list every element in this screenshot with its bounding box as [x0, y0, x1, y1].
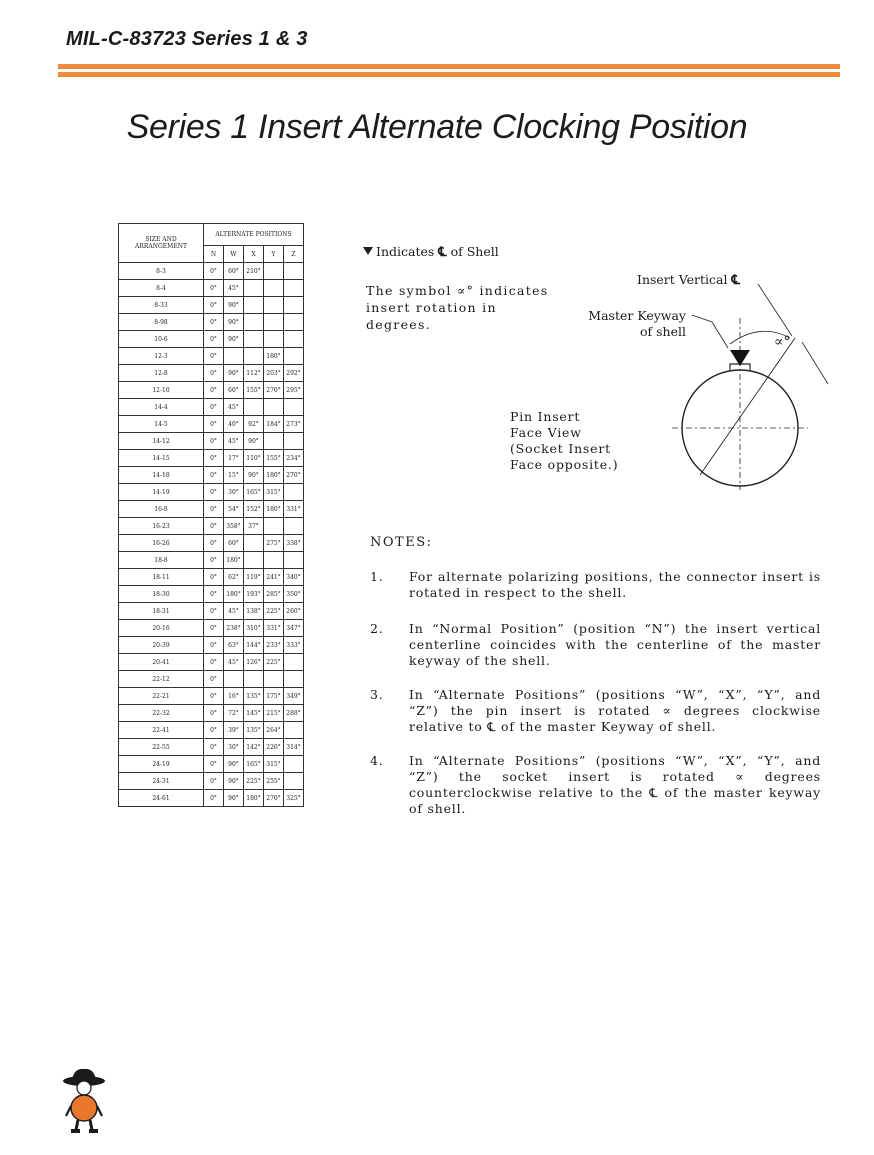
position-cell: 0° — [204, 297, 224, 314]
arrangement-cell: 12-3 — [119, 348, 204, 365]
position-cell: 180° — [264, 501, 284, 518]
table-row — [119, 637, 304, 654]
table-row — [119, 331, 304, 348]
position-cell: 0° — [204, 433, 224, 450]
alpha-arc — [730, 331, 790, 344]
position-cell: 180° — [244, 790, 264, 807]
arrangement-cell: 16-8 — [119, 501, 204, 518]
position-cell: 90° — [224, 756, 244, 773]
position-cell — [284, 552, 304, 569]
position-cell: 119° — [244, 569, 264, 586]
position-cell — [284, 399, 304, 416]
position-cell: 90° — [224, 314, 244, 331]
position-cell: 270° — [284, 467, 304, 484]
position-cell: 226° — [264, 739, 284, 756]
position-cell: 15° — [224, 467, 244, 484]
position-cell: 225° — [244, 773, 264, 790]
pin-line-4: Face opposite.) — [510, 457, 619, 472]
arrangement-cell: 14-12 — [119, 433, 204, 450]
position-header-1: W — [224, 246, 244, 263]
position-cell: 63° — [224, 637, 244, 654]
position-cell — [244, 348, 264, 365]
position-cell: 90° — [244, 433, 264, 450]
table-row — [119, 569, 304, 586]
position-cell — [264, 433, 284, 450]
position-cell: 241° — [264, 569, 284, 586]
position-cell — [284, 484, 304, 501]
table-row — [119, 450, 304, 467]
page-header: MIL-C-83723 Series 1 & 3 — [66, 28, 308, 50]
pin-line-3: (Socket Insert — [510, 441, 611, 456]
note-text: In “Alternate Positions” (positions “W”, “X”, “Y”, and “Z”) the pin insert is rotated ∝ degrees clockwise relative to ℄ of the master Keyway of shell. — [409, 687, 821, 734]
clocking-diagram — [580, 270, 840, 500]
position-cell: 0° — [204, 552, 224, 569]
table-row — [119, 586, 304, 603]
note-text: In “Alternate Positions” (positions “W”, “X”, “Y”, and “Z”) the socket insert is rotated ∝ degrees counterclockwise relative to the ℄ of the master keyway of shell. — [409, 753, 821, 816]
table-row — [119, 348, 304, 365]
arrangement-cell: 8-98 — [119, 314, 204, 331]
position-cell: 275° — [264, 535, 284, 552]
arrangement-cell: 12-8 — [119, 365, 204, 382]
table-row — [119, 790, 304, 807]
table-row — [119, 314, 304, 331]
position-cell — [264, 263, 284, 280]
note-number: 3. — [370, 687, 384, 702]
position-cell — [264, 314, 284, 331]
table-row — [119, 603, 304, 620]
position-cell: 126° — [244, 654, 264, 671]
position-header-3: Y — [264, 246, 284, 263]
position-cell: 0° — [204, 773, 224, 790]
position-cell — [284, 722, 304, 739]
position-cell — [264, 518, 284, 535]
master-keyway-leader — [692, 315, 728, 348]
position-cell: 37° — [244, 518, 264, 535]
header-band-bottom — [58, 72, 840, 77]
position-cell: 264° — [264, 722, 284, 739]
position-cell — [264, 671, 284, 688]
arrangement-cell: 8-4 — [119, 280, 204, 297]
position-cell: 0° — [204, 484, 224, 501]
header-line-1: SIZE AND — [145, 236, 177, 243]
position-cell: 0° — [204, 450, 224, 467]
position-cell: 144° — [244, 637, 264, 654]
centerline-icon-2: ℄ — [731, 273, 740, 288]
arrangement-cell: 20-39 — [119, 637, 204, 654]
arrangement-cell: 14-5 — [119, 416, 204, 433]
position-cell: 315° — [264, 484, 284, 501]
position-cell: 0° — [204, 280, 224, 297]
position-cell: 30° — [224, 739, 244, 756]
table-row — [119, 552, 304, 569]
position-cell: 112° — [244, 365, 264, 382]
note-text: In “Normal Position” (position “N”) the insert vertical centerline coincides with the centerline of the master keyway of the shell. — [409, 621, 821, 668]
position-cell: 90° — [224, 365, 244, 382]
position-cell: 0° — [204, 756, 224, 773]
table-row — [119, 518, 304, 535]
arrangement-cell: 10-6 — [119, 331, 204, 348]
position-cell: 180° — [264, 467, 284, 484]
position-cell: 145° — [244, 705, 264, 722]
arm-left — [66, 1106, 71, 1116]
position-cell — [264, 399, 284, 416]
position-cell: 234° — [284, 450, 304, 467]
position-cell — [284, 773, 304, 790]
table-row — [119, 688, 304, 705]
position-cell: 138° — [244, 603, 264, 620]
position-cell: 165° — [244, 484, 264, 501]
position-cell: 0° — [204, 586, 224, 603]
position-cell: 0° — [204, 535, 224, 552]
alpha-tick — [802, 342, 828, 384]
position-cell: 0° — [204, 671, 224, 688]
position-cell: 295° — [284, 382, 304, 399]
master-keyway-line-2: of shell — [640, 324, 686, 339]
position-cell — [244, 671, 264, 688]
legend-of-shell: of Shell — [450, 244, 499, 259]
position-cell: 0° — [204, 637, 224, 654]
position-cell — [264, 552, 284, 569]
position-cell: 203° — [264, 365, 284, 382]
position-cell: 0° — [204, 603, 224, 620]
position-cell: 72° — [224, 705, 244, 722]
position-cell: 0° — [204, 314, 224, 331]
arrangement-cell: 24-31 — [119, 773, 204, 790]
position-cell: 155° — [264, 450, 284, 467]
position-cell — [244, 297, 264, 314]
col-group-header: ALTERNATE POSITIONS — [204, 224, 304, 246]
position-cell: 0° — [204, 416, 224, 433]
position-cell: 0° — [204, 620, 224, 637]
position-cell: 260° — [284, 603, 304, 620]
position-cell: 349° — [284, 688, 304, 705]
arrangement-cell: 22-41 — [119, 722, 204, 739]
position-cell: 315° — [264, 756, 284, 773]
position-cell: 0° — [204, 790, 224, 807]
position-cell: 165° — [244, 756, 264, 773]
position-cell: 0° — [204, 467, 224, 484]
position-cell — [244, 552, 264, 569]
position-cell: 292° — [284, 365, 304, 382]
position-cell — [284, 433, 304, 450]
arrangement-cell: 18-31 — [119, 603, 204, 620]
table-row — [119, 654, 304, 671]
position-cell: 45° — [224, 399, 244, 416]
legend-line — [363, 244, 499, 260]
position-cell: 273° — [284, 416, 304, 433]
position-cell: 45° — [224, 433, 244, 450]
shoe-right — [89, 1129, 98, 1133]
master-keyway-line-1: Master Keyway — [588, 308, 686, 323]
position-cell — [244, 280, 264, 297]
position-cell: 350° — [284, 586, 304, 603]
position-cell: 92° — [244, 416, 264, 433]
insert-vertical-text: Insert Vertical — [637, 272, 728, 287]
position-header-0: N — [204, 246, 224, 263]
table-row — [119, 671, 304, 688]
position-cell: 152° — [244, 501, 264, 518]
position-cell: 90° — [224, 297, 244, 314]
table-row — [119, 535, 304, 552]
notes-heading: NOTES: — [370, 535, 433, 550]
position-cell: 60° — [224, 535, 244, 552]
arrangement-cell: 16-23 — [119, 518, 204, 535]
position-cell: 338° — [284, 535, 304, 552]
position-cell: 358° — [224, 518, 244, 535]
arrangement-cell: 14-4 — [119, 399, 204, 416]
position-cell: 331° — [264, 620, 284, 637]
position-cell: 90° — [224, 331, 244, 348]
table-row — [119, 756, 304, 773]
position-cell: 285° — [264, 586, 284, 603]
table-row — [119, 365, 304, 382]
position-cell: 0° — [204, 739, 224, 756]
position-cell: 0° — [204, 348, 224, 365]
position-cell: 45° — [224, 654, 244, 671]
position-cell: 225° — [264, 654, 284, 671]
position-cell: 90° — [224, 773, 244, 790]
position-cell: 62° — [224, 569, 244, 586]
position-cell: 0° — [204, 501, 224, 518]
note-number: 1. — [370, 569, 384, 584]
position-cell: 270° — [264, 382, 284, 399]
table-row — [119, 773, 304, 790]
table-row — [119, 263, 304, 280]
arrangement-cell: 18-30 — [119, 586, 204, 603]
note-text: For alternate polarizing positions, the connector insert is rotated in respect to the shell. — [409, 569, 821, 600]
position-cell: 270° — [264, 790, 284, 807]
position-cell: 193° — [244, 586, 264, 603]
position-cell: 325° — [284, 790, 304, 807]
keyway-triangle-icon — [363, 247, 373, 255]
position-cell: 314° — [284, 739, 304, 756]
position-cell — [244, 535, 264, 552]
alpha-label: ∝° — [774, 334, 791, 350]
position-cell: 238° — [224, 620, 244, 637]
table-row — [119, 433, 304, 450]
position-cell: 60° — [224, 382, 244, 399]
position-cell: 175° — [264, 688, 284, 705]
arrangement-cell: 20-16 — [119, 620, 204, 637]
insert-vertical-line — [700, 338, 795, 475]
position-cell: 142° — [244, 739, 264, 756]
position-cell: 180° — [264, 348, 284, 365]
header-line-2: ARRANGEMENT — [135, 243, 187, 250]
clocking-table — [118, 223, 304, 807]
position-cell — [224, 348, 244, 365]
hat-crown — [72, 1069, 96, 1080]
table-row — [119, 620, 304, 637]
position-cell: 310° — [244, 620, 264, 637]
arrangement-cell: 24-19 — [119, 756, 204, 773]
position-cell: 180° — [224, 586, 244, 603]
arrangement-cell: 14-19 — [119, 484, 204, 501]
arrangement-cell: 22-55 — [119, 739, 204, 756]
position-cell: 0° — [204, 569, 224, 586]
arm-right — [97, 1106, 102, 1116]
centerline-icon: ℄ — [438, 245, 447, 260]
arrangement-cell: 8-3 — [119, 263, 204, 280]
arrangement-cell: 22-32 — [119, 705, 204, 722]
table-row — [119, 722, 304, 739]
position-cell: 0° — [204, 382, 224, 399]
body-ball — [71, 1095, 97, 1121]
position-cell — [264, 280, 284, 297]
position-cell: 0° — [204, 705, 224, 722]
position-cell: 155° — [244, 382, 264, 399]
position-cell — [284, 331, 304, 348]
arrangement-cell: 18-11 — [119, 569, 204, 586]
position-cell: 60° — [224, 263, 244, 280]
legend-indicates: Indicates — [376, 244, 435, 259]
arrangement-cell: 8-33 — [119, 297, 204, 314]
arrangement-cell: 18-8 — [119, 552, 204, 569]
table-row — [119, 297, 304, 314]
position-cell: 54° — [224, 501, 244, 518]
position-cell: 331° — [284, 501, 304, 518]
table-row — [119, 399, 304, 416]
position-cell — [284, 671, 304, 688]
position-header-2: X — [244, 246, 264, 263]
arrangement-cell: 14-15 — [119, 450, 204, 467]
position-cell: 0° — [204, 263, 224, 280]
position-cell: 45° — [224, 603, 244, 620]
position-cell: 16° — [224, 688, 244, 705]
position-cell: 215° — [264, 705, 284, 722]
position-cell: 347° — [284, 620, 304, 637]
shoe-left — [71, 1129, 80, 1133]
position-cell: 255° — [264, 773, 284, 790]
position-cell: 180° — [224, 552, 244, 569]
pin-line-1: Pin Insert — [510, 409, 581, 424]
position-cell — [284, 756, 304, 773]
table-row — [119, 280, 304, 297]
position-cell: 90° — [244, 467, 264, 484]
position-cell: 30° — [224, 484, 244, 501]
position-cell: 0° — [204, 688, 224, 705]
arrangement-cell: 12-10 — [119, 382, 204, 399]
position-cell: 210° — [244, 263, 264, 280]
position-cell: 0° — [204, 722, 224, 739]
note-number: 4. — [370, 753, 384, 768]
position-cell: 233° — [264, 637, 284, 654]
position-cell — [244, 331, 264, 348]
arrangement-cell: 16-26 — [119, 535, 204, 552]
pin-line-2: Face View — [510, 425, 582, 440]
table-row — [119, 467, 304, 484]
position-header-4: Z — [284, 246, 304, 263]
position-cell: 135° — [244, 688, 264, 705]
position-cell: 0° — [204, 331, 224, 348]
position-cell — [284, 314, 304, 331]
arrangement-cell: 22-21 — [119, 688, 204, 705]
position-cell: 40° — [224, 416, 244, 433]
position-cell: 288° — [284, 705, 304, 722]
table-row — [119, 416, 304, 433]
position-cell — [284, 280, 304, 297]
position-cell — [284, 518, 304, 535]
position-cell — [224, 671, 244, 688]
table-row — [119, 382, 304, 399]
position-cell: 340° — [284, 569, 304, 586]
table-row — [119, 739, 304, 756]
position-cell — [284, 297, 304, 314]
position-cell: 0° — [204, 518, 224, 535]
position-cell — [244, 399, 264, 416]
note-number: 2. — [370, 621, 384, 636]
position-cell — [284, 263, 304, 280]
table-row — [119, 484, 304, 501]
arrangement-cell: 22-12 — [119, 671, 204, 688]
position-cell: 0° — [204, 654, 224, 671]
col-header-arrangement — [119, 224, 204, 263]
position-cell: 0° — [204, 365, 224, 382]
position-cell: 135° — [244, 722, 264, 739]
position-cell: 45° — [224, 280, 244, 297]
page-title: Series 1 Insert Alternate Clocking Position — [126, 108, 748, 146]
position-cell: 225° — [264, 603, 284, 620]
position-cell: 17° — [224, 450, 244, 467]
table-row — [119, 501, 304, 518]
arrangement-cell: 20-41 — [119, 654, 204, 671]
position-cell — [284, 348, 304, 365]
insert-vertical-leader — [758, 284, 792, 336]
position-cell: 90° — [224, 790, 244, 807]
header-band-top — [58, 64, 840, 69]
position-cell — [264, 297, 284, 314]
position-cell: 39° — [224, 722, 244, 739]
mascot-logo — [58, 1068, 110, 1136]
position-cell: 110° — [244, 450, 264, 467]
position-cell: 333° — [284, 637, 304, 654]
head — [77, 1081, 91, 1095]
position-cell — [264, 331, 284, 348]
table-row — [119, 705, 304, 722]
arrangement-cell: 14-18 — [119, 467, 204, 484]
position-cell: 0° — [204, 399, 224, 416]
arrangement-cell: 24-61 — [119, 790, 204, 807]
position-cell: 184° — [264, 416, 284, 433]
position-cell — [284, 654, 304, 671]
symbol-description: The symbol ∝° indicates insert rotation in degrees. — [366, 283, 549, 332]
position-cell — [244, 314, 264, 331]
